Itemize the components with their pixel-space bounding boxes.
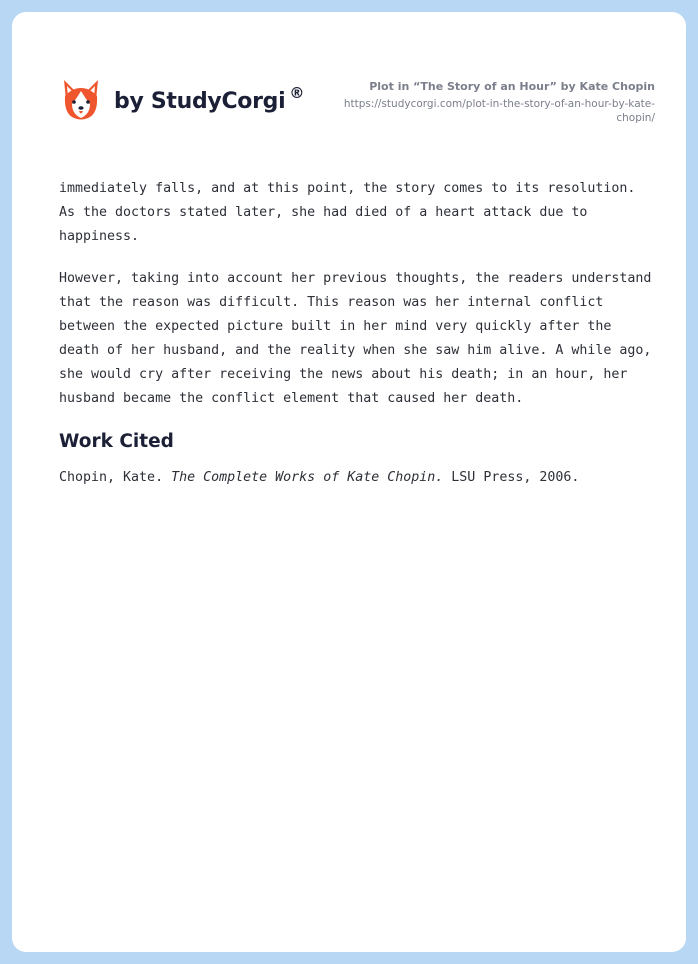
studycorgi-logo[interactable] [60,76,304,122]
registered-mark: ® [289,83,305,102]
document-title: Plot in “The Story of an Hour” by Kate Chopin [369,80,655,93]
citation-title: The Complete Works of Kate Chopin. [171,470,444,485]
citation-publisher: LSU Press, 2006. [451,470,580,485]
paragraph-1: immediately falls, and at this point, the story comes to its resolution. As the doctors stated later, she had died of a heart attack due to happiness. [59,181,636,244]
work-cited-heading: Work Cited [59,431,174,452]
document-page [12,12,686,952]
citation-entry [59,466,659,490]
document-body [59,177,659,508]
document-meta [325,80,655,125]
citation-author: Chopin, Kate. [59,470,164,485]
document-url[interactable]: https://studycorgi.com/plot-in-the-story-of-an-hour-by-kate-chopin/ [343,98,655,124]
paragraph-2: However, taking into account her previous thoughts, the readers understand that the reason was difficult. This reason was her internal conflict between the expected picture built in her mind very quickly after the death of her husband, and the reality when she saw him alive. A while ago, she would cry after receiving the news about his death; in an hour, her husband became the conflict element that caused her death. [59,271,652,406]
brand-name: by StudyCorgi ® [114,83,305,114]
corgi-logo-icon [60,76,102,122]
